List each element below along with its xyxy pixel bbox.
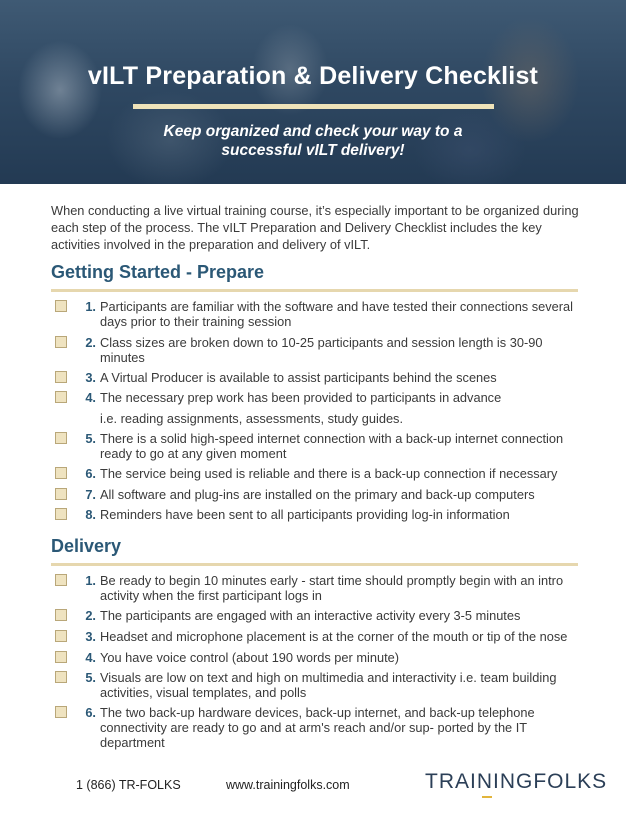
checkbox-icon[interactable] xyxy=(55,706,67,718)
trainingfolks-logo: TRAININGFOLKS xyxy=(425,770,608,793)
section-divider-delivery xyxy=(51,563,578,566)
item-number: 8. xyxy=(85,507,96,522)
item-number: 1. xyxy=(85,573,96,588)
section-title-delivery: Delivery xyxy=(51,536,122,556)
item-text: You have voice control (about 190 words per minute) xyxy=(100,650,400,665)
page-subtitle xyxy=(0,122,626,160)
subtitle-line-2: successful vILT delivery! xyxy=(221,142,405,159)
item-number: 1. xyxy=(85,299,96,314)
checkbox-icon[interactable] xyxy=(55,300,67,312)
checkbox-icon[interactable] xyxy=(55,432,67,444)
item-number: 5. xyxy=(85,670,96,685)
item-number: 3. xyxy=(85,629,96,644)
checkbox-icon[interactable] xyxy=(55,574,67,586)
item-text: Class sizes are broken down to 10-25 participants and session length is 30-90 minutes xyxy=(100,335,543,365)
item-text: Be ready to begin 10 minutes early - start time should promptly begin with an intro activity when the first participant logs in xyxy=(100,573,564,603)
header-banner xyxy=(0,0,626,184)
intro-paragraph: When conducting a live virtual training course, it’s especially important to be organized during each step of the process. The vILT Preparation and Delivery Checklist includes the key activities involved in the preparation and delivery of vILT. xyxy=(51,203,579,252)
checkbox-icon[interactable] xyxy=(55,488,67,500)
checkbox-icon[interactable] xyxy=(55,651,67,663)
section-title-prepare: Getting Started - Prepare xyxy=(51,262,265,282)
item-number: 4. xyxy=(85,390,96,405)
item-text: Visuals are low on text and high on multimedia and interactivity i.e. team building activities, visual templates, and polls xyxy=(100,670,557,700)
item-text: The participants are engaged with an interactive activity every 3-5 minutes xyxy=(100,608,521,623)
checkbox-icon[interactable] xyxy=(55,609,67,621)
item-number: 2. xyxy=(85,335,96,350)
item-subtext: i.e. reading assignments, assessments, study guides. xyxy=(100,411,404,426)
checkbox-icon[interactable] xyxy=(55,671,67,683)
item-number: 4. xyxy=(85,650,96,665)
footer-phone: 1 (866) TR-FOLKS xyxy=(76,778,181,792)
page-title: vILT Preparation & Delivery Checklist xyxy=(87,62,539,90)
checkbox-icon[interactable] xyxy=(55,508,67,520)
subtitle-line-1: Keep organized and check your way to a xyxy=(163,123,463,140)
item-number: 6. xyxy=(85,466,96,481)
item-text: There is a solid high-speed internet connection with a back-up internet connection ready to go at any given moment xyxy=(100,431,564,461)
item-number: 6. xyxy=(85,705,96,720)
checkbox-icon[interactable] xyxy=(55,467,67,479)
item-text: A Virtual Producer is available to assist participants behind the scenes xyxy=(100,370,497,385)
item-number: 3. xyxy=(85,370,96,385)
item-text: Reminders have been sent to all participants providing log-in information xyxy=(100,507,510,522)
section-divider-prepare xyxy=(51,289,578,292)
item-text: The necessary prep work has been provided to participants in advance xyxy=(100,390,502,405)
checkbox-icon[interactable] xyxy=(55,371,67,383)
item-text: The two back-up hardware devices, back-up internet, and back-up telephone connectivity are ready to go and at arm's reach and/or sup- ported by the IT department xyxy=(100,705,535,750)
item-text: All software and plug-ins are installed on the primary and back-up computers xyxy=(100,487,535,502)
title-divider xyxy=(133,104,494,109)
footer-website-link[interactable]: www.trainingfolks.com xyxy=(226,778,350,792)
logo-accent xyxy=(482,796,492,798)
item-number: 2. xyxy=(85,608,96,623)
checkbox-icon[interactable] xyxy=(55,391,67,403)
item-text: The service being used is reliable and there is a back-up connection if necessary xyxy=(100,466,558,481)
checkbox-icon[interactable] xyxy=(55,336,67,348)
item-text: Headset and microphone placement is at the corner of the mouth or tip of the nose xyxy=(100,629,568,644)
checkbox-icon[interactable] xyxy=(55,630,67,642)
item-text: Participants are familiar with the software and have tested their connections several days prior to their training session xyxy=(100,299,574,329)
item-number: 5. xyxy=(85,431,96,446)
item-number: 7. xyxy=(85,487,96,502)
